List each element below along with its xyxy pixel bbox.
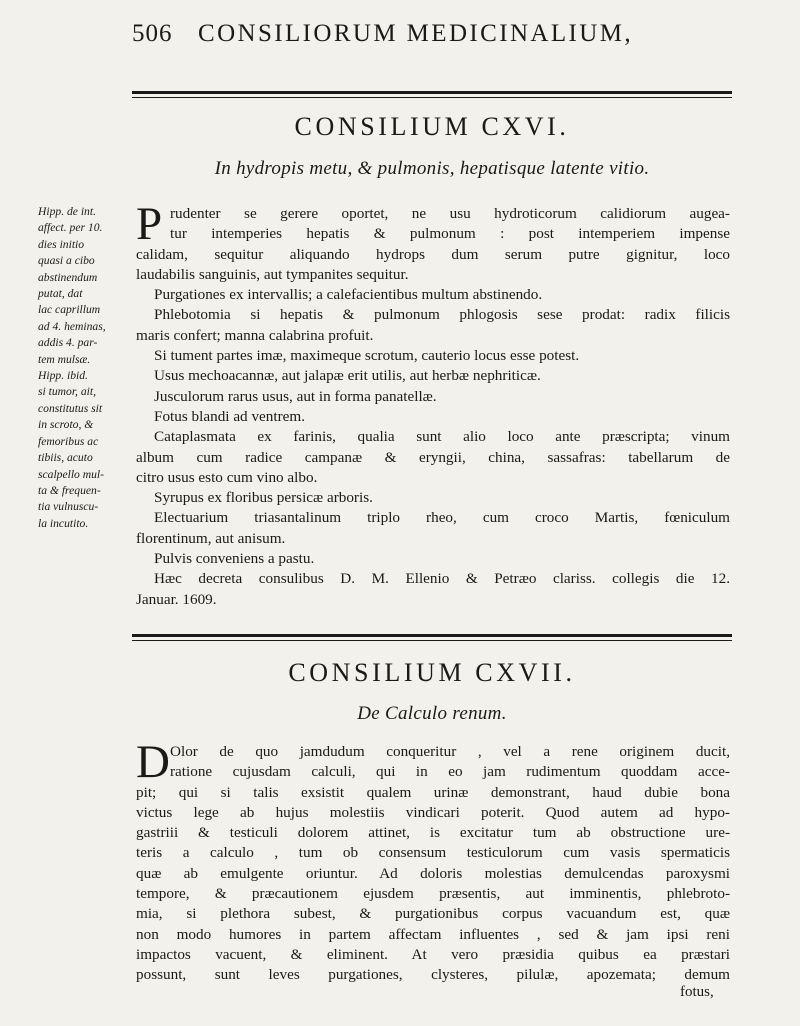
text-line: impactos vacuent, & eliminent. At vero præsidia quibus ea præstari <box>136 945 730 963</box>
margin-note-line: dies initio <box>38 237 85 251</box>
margin-note-line: scalpello mul- <box>38 467 105 481</box>
margin-note-line: Hipp. de int. <box>38 205 96 218</box>
page-number: 506 <box>132 20 173 47</box>
text-line: Electuarium triasantalinum triplo rheo, cum croco Martis, fœniculum <box>154 509 730 527</box>
text-line: Januar. 1609. <box>136 590 217 608</box>
margin-note <box>38 204 134 532</box>
text-line: laudabilis sanguinis, aut tympanites sequitur. <box>136 265 409 283</box>
margin-note-line: si tumor, ait, <box>38 385 96 399</box>
text-line: florentinum, aut anisum. <box>136 529 286 547</box>
margin-note-line: la incutito. <box>38 516 89 530</box>
margin-note-line: quasi a cibo <box>38 254 95 268</box>
text-line: possunt, sunt leves purgationes, clysteres, pilulæ, apozemata; demum <box>136 966 730 984</box>
margin-note-line: putat, dat <box>38 287 83 301</box>
text-line: calidam, sequitur aliquando hydrops dum serum putre gignitur, loco <box>136 245 730 263</box>
margin-note-line: tem mulsæ. <box>38 352 91 366</box>
text-line: Phlebotomia si hepatis & pulmonum phlogosis sese prodat: radix filicis <box>154 306 730 324</box>
text-line: Hæc decreta consulibus D. M. Ellenio & Petræo clariss. collegis die 12. <box>154 570 730 588</box>
section-body-117 <box>136 736 730 986</box>
text-line: ratione cujusdam calculi, qui in eo jam rudimentum quoddam acce- <box>170 763 730 781</box>
text-line: citro usus esto cum vino albo. <box>136 468 318 486</box>
catchword: fotus, <box>680 984 714 1000</box>
section-subtitle-116: In hydropis metu, & pulmonis, hepatisque latente vitio. <box>214 158 650 179</box>
section-title-117: CONSILIUM CXVII. <box>288 658 576 687</box>
text-line: teris a calculo , tum ob consensum testiculorum cum vasis spermaticis <box>136 844 730 862</box>
margin-note-line: constitutus sit <box>38 401 103 415</box>
text-line: Si tument partes imæ, maximeque scrotum, cauterio locus esse potest. <box>154 347 580 365</box>
text-line: Fotus blandi ad ventrem. <box>154 407 306 425</box>
text-line: gastriii & testiculi dolorem attinet, is excitatur tum ab obstructione ure- <box>136 824 730 842</box>
text-line: mia, si plethora subest, & purgationibus corpus vacuandum est, quæ <box>136 905 730 923</box>
text-line: pit; qui si talis exsistit qualem urinæ demonstrant, haud dubie bona <box>136 783 730 801</box>
margin-note-line: tibiis, acuto <box>38 451 93 465</box>
text-line: maris confert; manna calabrina profuit. <box>136 326 374 344</box>
margin-note-line: ta & frequen- <box>38 483 101 497</box>
margin-note-line: in scroto, & <box>38 418 94 432</box>
text-line: quæ ab emulgente oriuntur. Ad doloris molestias demulcendas paroxysmi <box>136 864 730 882</box>
margin-note-line: tia vulnuscu- <box>38 500 99 514</box>
section-body-116 <box>136 198 730 610</box>
margin-note-line: addis 4. par- <box>38 336 98 350</box>
section-rule <box>132 634 732 637</box>
margin-note-line: ad 4. heminas, <box>38 319 106 333</box>
running-head: CONSILIORUM MEDICINALIUM, <box>198 20 633 47</box>
text-line: tempore, & præcautionem ejusdem præsentis, aut imminentis, phlebroto- <box>136 885 730 903</box>
text-line: non modo humores in partem affectam influentes , sed & jam ipsi reni <box>136 925 730 943</box>
margin-note-line: lac caprillum <box>38 303 101 317</box>
section-subtitle-117: De Calculo renum. <box>357 703 507 724</box>
text-line: album cum radice campanæ & eryngii, china, sassafras: tabellarum de <box>136 448 730 466</box>
text-line: Usus mechoacannæ, aut jalapæ erit utilis, aut herbæ nephriticæ. <box>154 367 541 385</box>
text-line: Cataplasmata ex farinis, qualia sunt alio loco ante præscripta; vinum <box>154 428 730 446</box>
margin-note-line: femoribus ac <box>38 434 99 448</box>
header-rule-thin <box>132 97 732 98</box>
section-rule-thin <box>132 640 732 641</box>
margin-note-line: affect. per 10. <box>38 221 103 235</box>
text-line: Jusculorum rarus usus, aut in forma panatellæ. <box>154 387 437 405</box>
text-line: Olor de quo jamdudum conqueritur , vel a rene originem ducit, <box>170 743 730 760</box>
drop-cap-d: D <box>136 736 170 788</box>
page-header <box>132 18 732 52</box>
text-line: Syrupus ex floribus persicæ arboris. <box>154 489 373 507</box>
header-rule <box>132 91 732 94</box>
text-line: rudenter se gerere oportet, ne usu hydroticorum calidiorum augea- <box>170 205 730 222</box>
text-line: Pulvis conveniens a pastu. <box>154 550 315 568</box>
margin-note-line: Hipp. ibid. <box>38 369 88 383</box>
margin-note-line: abstinendum <box>38 270 98 284</box>
text-line: Purgationes ex intervallis; a calefacientibus multum abstinendo. <box>154 286 543 304</box>
text-line: tur intemperies hepatis & pulmonum : post intemperiem impense <box>170 225 730 243</box>
drop-cap-p: P <box>136 198 163 250</box>
section-title-116: CONSILIUM CXVI. <box>294 112 570 141</box>
text-line: victus lege ab hujus molestiis vindicari poterit. Quod autem ad hypo- <box>136 803 730 821</box>
